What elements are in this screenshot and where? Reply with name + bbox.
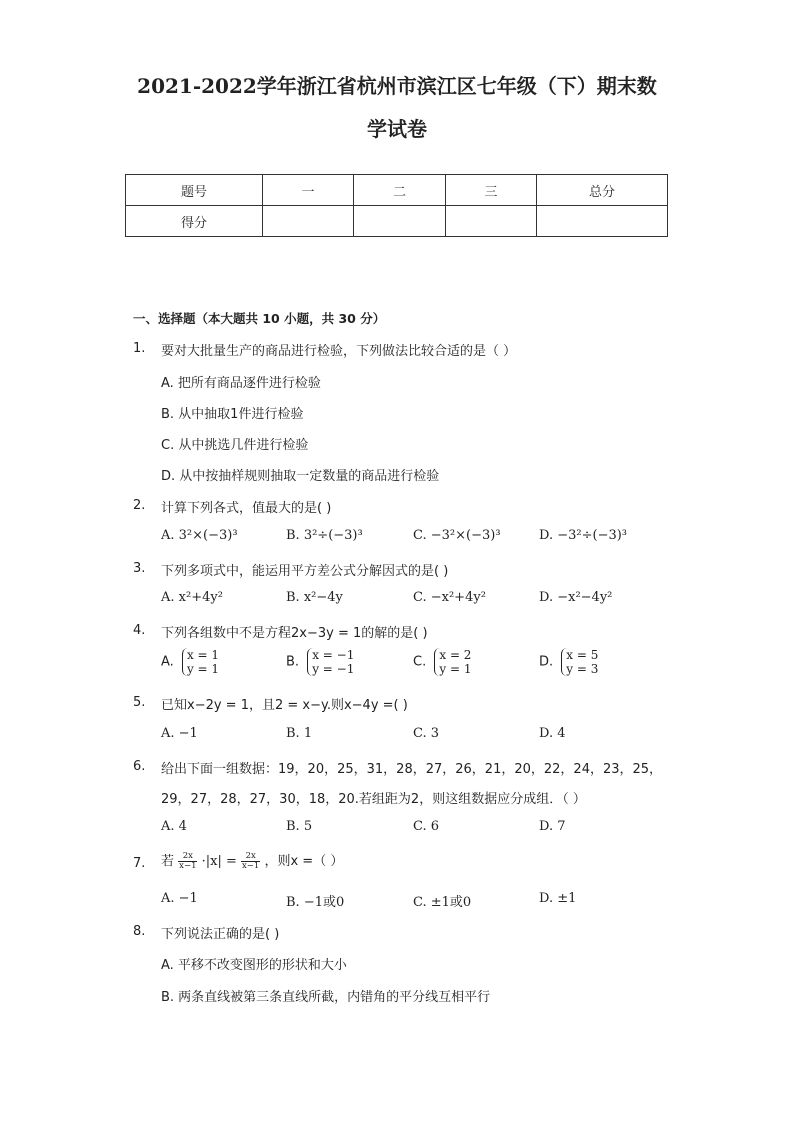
question-number: 2.	[133, 498, 146, 513]
fraction-numerator: 2x	[241, 852, 260, 862]
stem-text: 若	[161, 854, 175, 869]
stem-text: ，则x =（ ）	[264, 854, 344, 869]
option-label: B.	[286, 654, 300, 670]
option-label: A.	[161, 654, 174, 670]
question-number: 4.	[133, 623, 146, 638]
option-b: B. 5	[286, 819, 313, 834]
option-a: A. −1	[161, 726, 198, 741]
option-b: B. 1	[286, 726, 313, 741]
question-number: 3.	[133, 561, 146, 576]
option-b	[286, 648, 354, 676]
exam-title-line1: 2021-2022学年浙江省杭州市滨江区七年级（下）期末数	[137, 74, 657, 98]
equation-line: x = 1	[186, 648, 220, 662]
equation-line: x = −1	[312, 648, 355, 662]
score-table-score-row	[126, 206, 668, 237]
option-b: B. x²−4y	[286, 590, 343, 605]
equation-line: y = 1	[186, 662, 220, 676]
option-c: C. ±1或0	[413, 895, 472, 910]
question-stem: 已知x−2y = 1，且2 = x−y.则x−4y =( )	[161, 698, 408, 713]
score-cell: 总分	[537, 175, 668, 206]
option-a: A. 3²×(−3)³	[161, 528, 238, 543]
option-c: C. 从中挑选几件进行检验	[161, 438, 309, 453]
option-b: B. 从中抽取1件进行检验	[161, 407, 304, 422]
score-cell	[446, 206, 537, 237]
question-stem-continued: 29，27，28，27，30，18，20.若组距为2，则这组数据应分成组．（ ）	[161, 792, 586, 807]
score-cell: 得分	[126, 206, 263, 237]
option-d	[539, 648, 598, 676]
score-cell: 题号	[126, 175, 263, 206]
question-stem: 给出下面一组数据：19，20，25，31，28，27，26，21，20，22，24，23，25，	[161, 762, 663, 777]
question-stem: 计算下列各式，值最大的是( )	[161, 501, 332, 516]
option-d: D. −3²÷(−3)³	[539, 528, 628, 543]
option-a: A. −1	[161, 891, 198, 906]
score-cell	[263, 206, 354, 237]
question-number: 6.	[133, 759, 146, 774]
equation-line: x = 5	[566, 648, 599, 662]
option-c: C. 6	[413, 819, 440, 834]
question-stem: 下列各组数中不是方程2x−3y = 1的解的是( )	[161, 626, 428, 641]
option-c	[413, 648, 471, 676]
fraction	[241, 852, 260, 871]
equation-line: y = 1	[439, 662, 472, 676]
equation-system	[561, 648, 598, 676]
option-label: D.	[539, 654, 554, 670]
option-d: D. 7	[539, 819, 566, 834]
fraction-numerator: 2x	[178, 852, 197, 862]
score-cell	[354, 206, 446, 237]
score-cell: 三	[446, 175, 537, 206]
option-b: B. 3²÷(−3)³	[286, 528, 363, 543]
score-table-header-row	[126, 175, 668, 206]
score-cell: 一	[263, 175, 354, 206]
stem-text: ·|x| =	[201, 854, 237, 869]
question-stem: 下列多项式中，能运用平方差公式分解因式的是( )	[161, 564, 449, 579]
question-number: 5.	[133, 695, 146, 710]
equation-line: x = 2	[439, 648, 472, 662]
option-a: A. 4	[161, 819, 187, 834]
option-d: D. ±1	[539, 891, 577, 906]
question-stem: 要对大批量生产的商品进行检验，下列做法比较合适的是（ ）	[161, 344, 517, 359]
option-c: C. −x²+4y²	[413, 590, 486, 605]
exam-title-line2: 学试卷	[367, 117, 427, 141]
option-a: A. x²+4y²	[161, 590, 223, 605]
equation-line: y = 3	[566, 662, 599, 676]
option-label: C.	[413, 654, 427, 670]
option-d: D. −x²−4y²	[539, 590, 613, 605]
question-stem	[161, 850, 343, 871]
equation-line: y = −1	[312, 662, 355, 676]
option-a	[161, 648, 219, 676]
fraction-denominator: x−1	[179, 861, 197, 871]
option-a: A. 把所有商品逐件进行检验	[161, 376, 321, 391]
option-d: D. 4	[539, 726, 566, 741]
section-heading: 一、选择题（本大题共 10 小题，共 30 分）	[133, 311, 386, 326]
question-number: 8.	[133, 924, 146, 939]
option-c: C. −3²×(−3)³	[413, 528, 501, 543]
equation-system	[182, 648, 219, 676]
question-number: 7.	[133, 856, 146, 871]
option-a: A. 平移不改变图形的形状和大小	[161, 958, 347, 973]
question-number: 1.	[133, 341, 146, 356]
score-cell: 二	[354, 175, 446, 206]
option-b: B. −1或0	[286, 895, 345, 910]
question-stem: 下列说法正确的是( )	[161, 927, 280, 942]
option-d: D. 从中按抽样规则抽取一定数量的商品进行检验	[161, 469, 440, 484]
equation-system	[307, 648, 354, 676]
fraction	[178, 852, 197, 871]
option-b: B. 两条直线被第三条直线所截，内错角的平分线互相平行	[161, 990, 491, 1005]
equation-system	[434, 648, 471, 676]
score-cell	[537, 206, 668, 237]
fraction-denominator: x−1	[242, 861, 260, 871]
option-c: C. 3	[413, 726, 440, 741]
score-table	[125, 174, 668, 237]
